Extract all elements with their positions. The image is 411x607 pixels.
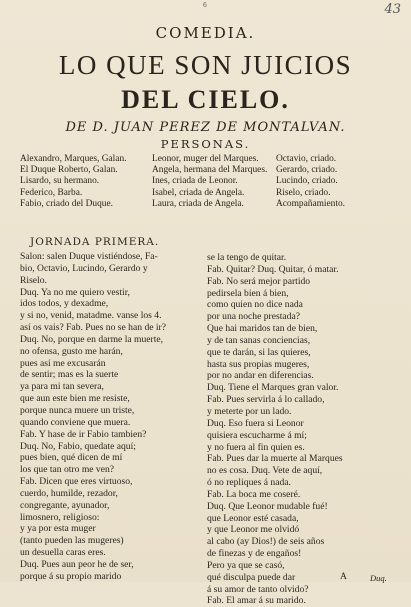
text-line: ya para mi tan severa, — [20, 381, 104, 393]
personas-heading: PERSONAS. — [160, 137, 251, 151]
text-line: se la tengo de quitar. — [207, 252, 287, 263]
text-line: Duq. Pues aun peor he de ser, — [20, 558, 134, 570]
text-line: pues así me excusarán — [20, 357, 106, 369]
text-column-left — [20, 251, 210, 583]
catchword: Duq. — [370, 573, 387, 583]
text-line: Fab. Pues dar la muerte al Marques — [207, 453, 343, 465]
cast-entry: Gerardo, criado. — [276, 165, 338, 176]
text-line: limosnero, religioso: — [20, 511, 100, 523]
text-line: que Leonor esté casada, — [207, 512, 299, 524]
text-line: y de tan sanas conciencias, — [207, 334, 311, 346]
genre-heading: COMEDIA. — [155, 24, 256, 42]
text-line: por una noche prestada? — [207, 311, 300, 323]
text-line: al cabo (ay Dios!) de seis años — [207, 536, 325, 548]
cast-entry: Fabio, criado del Duque. — [20, 198, 113, 209]
text-line: (tanto pueden las mugeres) — [20, 535, 124, 547]
text-line: Duq. No, porque en darme la muerte, — [20, 333, 164, 345]
top-mark: 6 — [203, 2, 207, 9]
text-line: como quien no dice nada — [207, 299, 303, 311]
text-line: Duq. Eso fuera si Leonor — [207, 417, 304, 429]
cast-column-1 — [20, 154, 126, 210]
cast-entry: Octavio, criado. — [276, 154, 337, 164]
cast-entry: Alexandro, Marques, Galan. — [20, 154, 127, 164]
cast-entry: Laura, criada de Angela. — [152, 198, 244, 209]
text-line: á su amor de tanto olvido? — [207, 583, 309, 595]
author-line: DE D. JUAN PEREZ DE MONTALVAN. — [65, 120, 346, 135]
text-line: pedirsela bien á bien, — [207, 287, 289, 299]
text-line: Fab. Y hase de ir Fabio tambien? — [20, 428, 147, 440]
text-line: así os vais? Fab. Pues no se han de ir? — [20, 322, 167, 334]
cast-entry: El Duque Roberto, Galan. — [20, 165, 118, 176]
act-heading: JORNADA PRIMERA. — [30, 236, 160, 248]
text-line: idos todos, y dexadme, — [20, 298, 109, 310]
text-line: y que Leonor me olvidó — [207, 524, 300, 536]
text-line: por no andar en diferencias. — [207, 370, 314, 382]
cast-entry: Leonor, muger del Marques. — [152, 154, 259, 164]
text-line: de finezas y de engaños! — [207, 548, 302, 560]
text-line: porque nunca muere un triste, — [20, 404, 135, 416]
text-line: pues bien, qué dicen de mí — [20, 452, 123, 464]
text-line: Duq. Tiene el Marques gran valor. — [207, 382, 339, 394]
text-line: que te darán, si las quieres, — [207, 346, 311, 358]
text-line: Duq. No, Fabio, quedate aquí; — [20, 440, 136, 452]
text-line: qué disculpa puede dar — [207, 571, 296, 583]
text-line: quisiera escucharme á mí; — [207, 429, 307, 441]
cast-entry: Lisardo, su hermano. — [20, 176, 100, 187]
text-line: que aun este bien me resiste, — [20, 393, 130, 405]
text-line: de sentir; mas es la suerte — [20, 369, 119, 381]
cast-entry: Angela, hermana del Marques. — [152, 165, 268, 176]
text-line: y si no, venid, matadme. vanse los 4. — [20, 310, 162, 322]
text-line: Fab. Dicen que eres virtuoso, — [20, 476, 133, 488]
text-line: Fab. La boca me coseré. — [207, 488, 301, 500]
text-line: los que tan otro me ven? — [20, 464, 115, 476]
text-line: Duq. Ya no me quiero vestir, — [20, 286, 130, 298]
text-line: Riselo. — [20, 274, 47, 286]
text-line: Salon: salen Duque vistiéndose, Fa- — [20, 251, 158, 262]
text-line: bio, Octavio, Lucindo, Gerardo y — [20, 262, 148, 274]
cast-entry: Lucindo, criado. — [276, 176, 338, 187]
text-line: Pero ya que se casó, — [207, 559, 285, 571]
cast-column-3 — [276, 154, 345, 210]
text-line: Fab. Quitar? Duq. Quitar, ó matar. — [207, 263, 339, 275]
text-column-right — [207, 252, 403, 607]
text-line: hasta sus propias mugeres, — [207, 358, 310, 370]
cast-column-2 — [152, 154, 267, 210]
text-line: Fab. El amar á su marido. — [207, 595, 306, 607]
text-line: y no fuera al fin quien es. — [207, 441, 305, 453]
cast-entry: Acompañamiento. — [276, 198, 345, 209]
text-line: cuerdo, humilde, rezador, — [20, 487, 118, 499]
text-line: un desuella caras eres. — [20, 547, 106, 559]
play-title-line2: DEL CIELO. — [121, 85, 290, 114]
text-line: Que hai maridos tan de bien, — [207, 323, 318, 335]
text-line: no ofensa, gusto me harán, — [20, 345, 123, 357]
text-line: y ya por esta muger — [20, 523, 96, 535]
text-line: Duq. Que Leonor mudable fué! — [207, 500, 328, 512]
text-line: congregante, ayunador, — [20, 499, 110, 511]
text-line: Fab. Pues servirla á lo callado, — [207, 394, 325, 406]
text-line: y meterte por un lado. — [207, 405, 292, 417]
signature-mark: A — [340, 571, 347, 582]
cast-entry: Riselo, criado. — [276, 187, 331, 198]
cast-entry: Ines, criada de Leonor. — [152, 176, 238, 187]
text-line: porque á su propio marido — [20, 570, 122, 582]
cast-entry: Federico, Barba. — [20, 187, 83, 198]
cast-entry: Isabel, criada de Angela. — [152, 187, 245, 198]
page-number: 43 — [384, 2, 401, 17]
text-line: quando conviene que muera. — [20, 416, 131, 428]
text-line: no es cosa. Duq. Vete de aquí, — [207, 465, 323, 477]
text-line: ó no repliques á nada. — [207, 477, 291, 489]
text-line: Fab. No será mejor partido — [207, 275, 311, 287]
play-title-line1: LO QUE SON JUICIOS — [58, 50, 353, 80]
